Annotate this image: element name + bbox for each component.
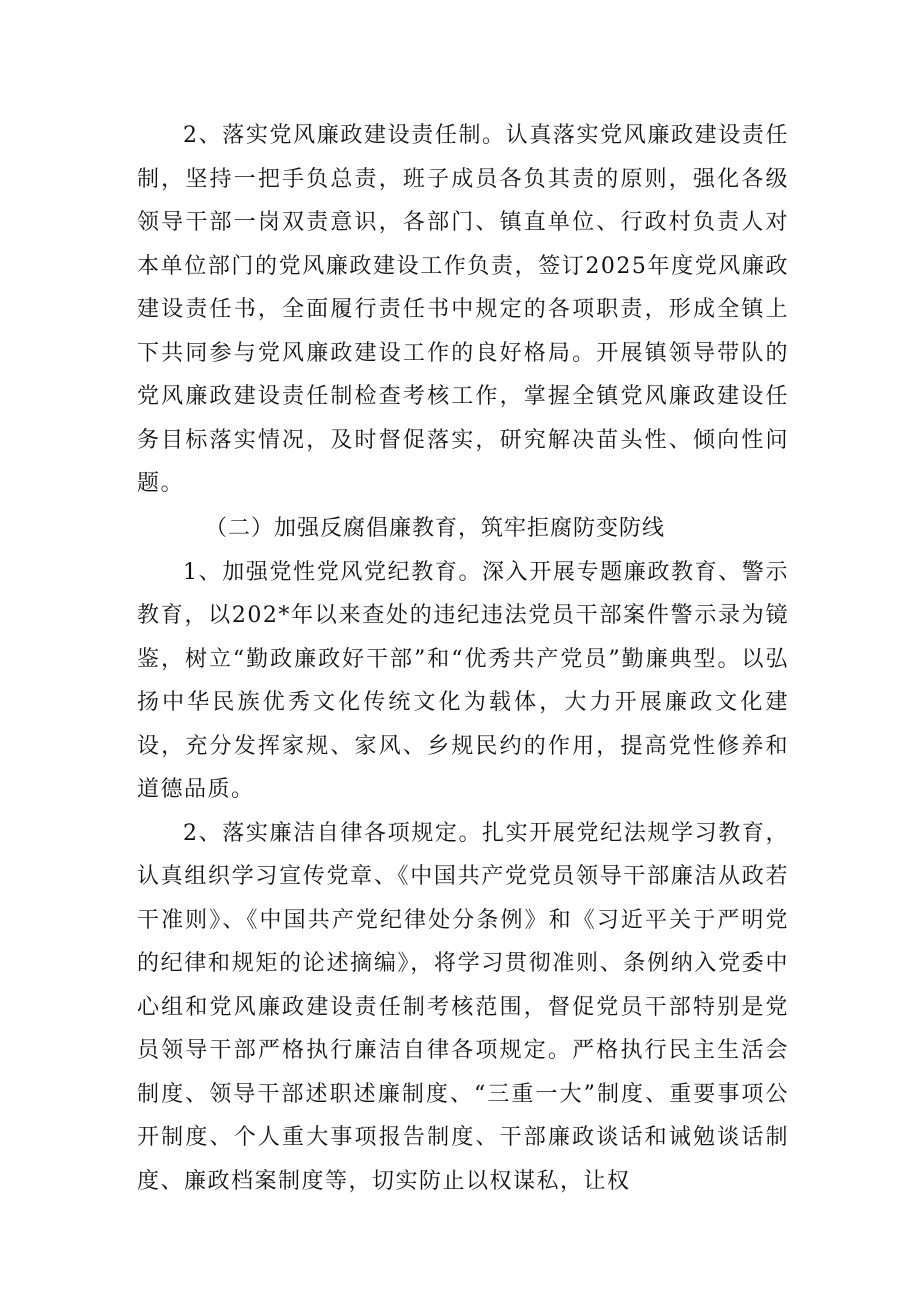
paragraph-party-discipline-education: 1、加强党性党风党纪教育。深入开展专题廉政教育、警示教育，以202*年以来查处的违纪违法党员干部案件警示录为镜鉴，树立“勤政廉政好干部”和“优秀共产党员”勤廉典型。以弘扬中华民族优秀文化传统文化为载体，大力开展廉政文化建设，充分发挥家规、家风、乡规民约的作用，提高党性修养和道德品质。 bbox=[137, 559, 789, 802]
section-heading-anti-corruption-education: （二）加强反腐倡廉教育，筑牢拒腐防变防线 bbox=[205, 515, 666, 541]
paragraph-responsibility-system: 2、落实党风廉政建设责任制。认真落实党风廉政建设责任制，坚持一把手负总责，班子成员各负其责的原则，强化各级领导干部一岗双责意识，各部门、镇直单位、行政村负责人对本单位部门的党风廉政建设工作负责，签订2025年度党风廉政建设责任书，全面履行责任书中规定的各项职责，形成全镇上下共同参与党风廉政建设工作的良好格局。开展镇领导带队的党风廉政建设责任制检查考核工作，掌握全镇党风廉政建设任务目标落实情况，及时督促落实，研究解决苗头性、倾向性问题。 bbox=[137, 123, 789, 496]
paragraph-self-discipline-rules: 2、落实廉洁自律各项规定。扎实开展党纪法规学习教育，认真组织学习宣传党章、《中国共产党党员领导干部廉洁从政若干准则》、《中国共产党纪律处分条例》和《习近平关于严明党的纪律和规矩的论述摘编》，将学习贯彻准则、条例纳入党委中心组和党风廉政建设责任制考核范围，督促党员干部特别是党员领导干部严格执行廉洁自律各项规定。严格执行民主生活会制度、领导干部述职述廉制度、“三重一大”制度、重要事项公开制度、个人重大事项报告制度、干部廉政谈话和诫勉谈话制度、廉政档案制度等，切实防止以权谋私，让权 bbox=[137, 820, 789, 1194]
document-body bbox=[137, 114, 789, 1203]
